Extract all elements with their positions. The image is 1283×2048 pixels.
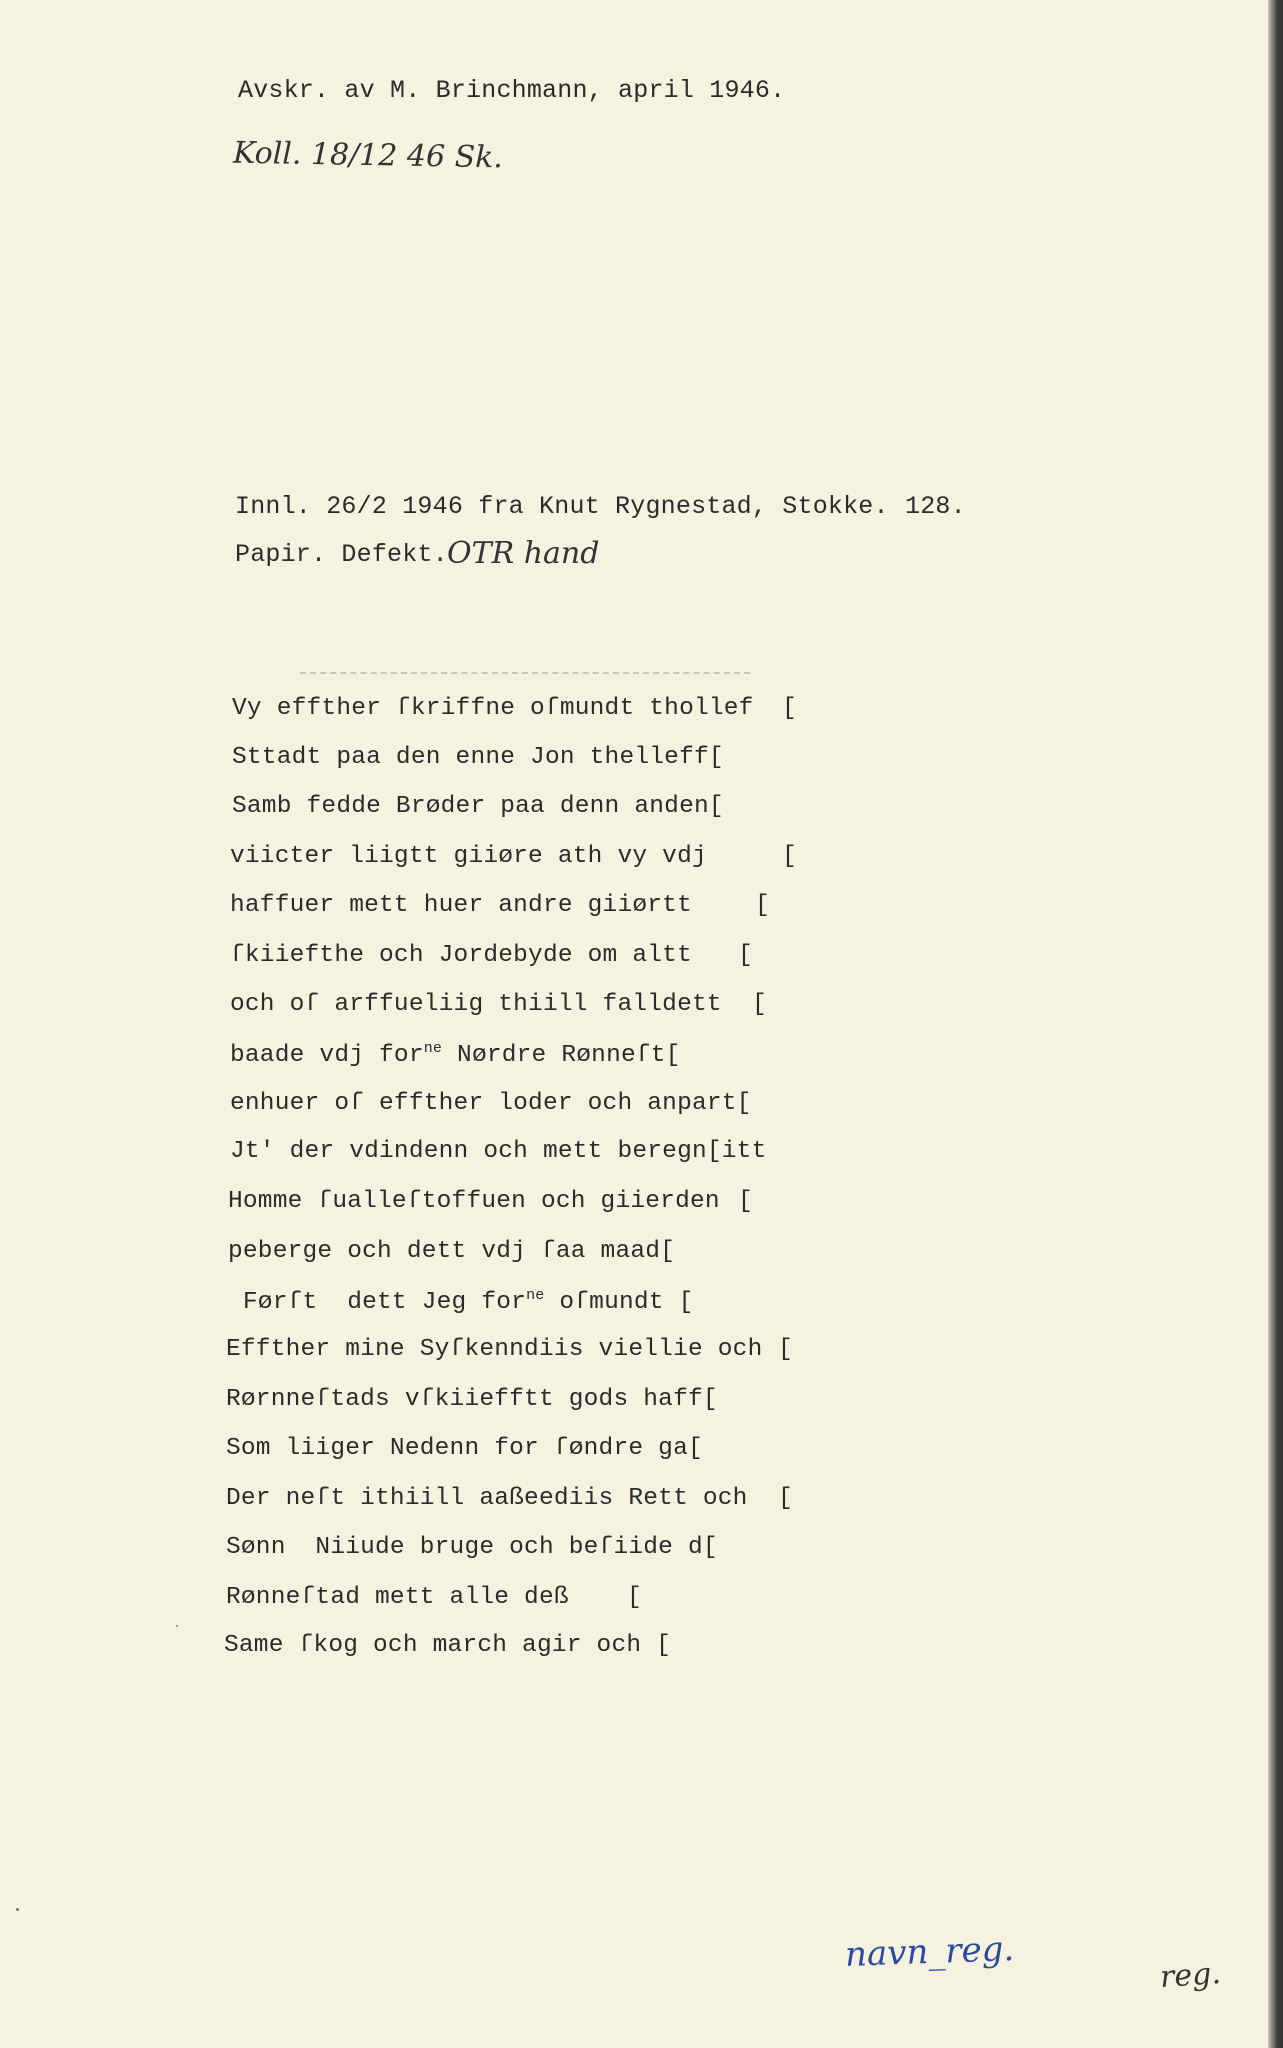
line-bracket: [ [738,1188,753,1215]
text-line: Rørnneſtads vſkiiefftt gods haff[ [226,1386,718,1413]
text-line: Førſt dett Jeg for$^{ne}$ oſmundt [ [228,1287,694,1316]
text-line: enhuer oſ effther loder och anpart[ [230,1090,752,1117]
line-bracket: [ [752,991,767,1018]
line-bracket: [ [627,1584,642,1611]
text-line: Homme ſualleſtoffuen och giierden [228,1188,720,1215]
superscript: ne [423,1040,443,1057]
text-line: Effther mine Syſkenndiis viellie och [226,1336,763,1363]
text-line: Der neſt ithiill aaßeediis Rett och [226,1485,748,1512]
text-line: Sttadt paa den enne Jon thelleff[ [232,744,724,771]
register-note: navn_reg. [844,1929,1015,1975]
text-line: Vy effther ſkriffne oſmundt thollef [232,695,754,722]
text-line: haffuer mett huer andre giiørtt [230,892,692,919]
collation-note: Koll. 18/12 46 Sk. [232,135,504,176]
line-bracket: [ [755,892,770,919]
text-line: Jt' der vdindenn och mett beregn[itt [230,1138,767,1165]
receipt-line-2: Papir. Defekt. [235,540,448,569]
text-line: peberge och dett vdj ſaa maad[ [228,1238,676,1265]
text-line: Rønneſtad mett alle deß [226,1584,569,1611]
text-line: Sønn Niiude bruge och beſiide d[ [226,1534,718,1561]
line-bracket: [ [778,1485,793,1512]
text-line: Same ſkog och march agir och [ [224,1632,672,1659]
reg-note: reg. [1158,1955,1222,1996]
line-bracket: [ [782,843,797,870]
torn-edge-marks [300,672,750,677]
transcription-note: Avskr. av M. Brinchmann, april 1946. [238,76,786,105]
hand-note: OTR hand [447,536,600,571]
paper-speck [16,1908,19,1911]
paper-speck [176,1625,178,1627]
superscript: ne [526,1287,545,1304]
text-line: Som liiger Nedenn for ſøndre ga[ [226,1435,703,1462]
text-line: viicter liigtt giiøre ath vy vdj [230,843,707,870]
line-bracket: [ [738,942,753,969]
scan-edge [1268,0,1283,2048]
text-line: och oſ arffueliig thiill falldett [230,991,722,1018]
line-bracket: [ [778,1336,793,1363]
text-line: Samb fedde Brøder paa denn anden[ [232,793,724,820]
line-bracket: [ [782,695,797,722]
receipt-line-1: Innl. 26/2 1946 fra Knut Rygnestad, Stokke. [235,492,889,521]
text-line: baade vdj for$^{ne}$ Nørdre Rønneſt[ [230,1040,681,1069]
receipt-number: 128. [905,492,966,521]
text-line: ſkiiefthe och Jordebyde om altt [230,942,692,969]
